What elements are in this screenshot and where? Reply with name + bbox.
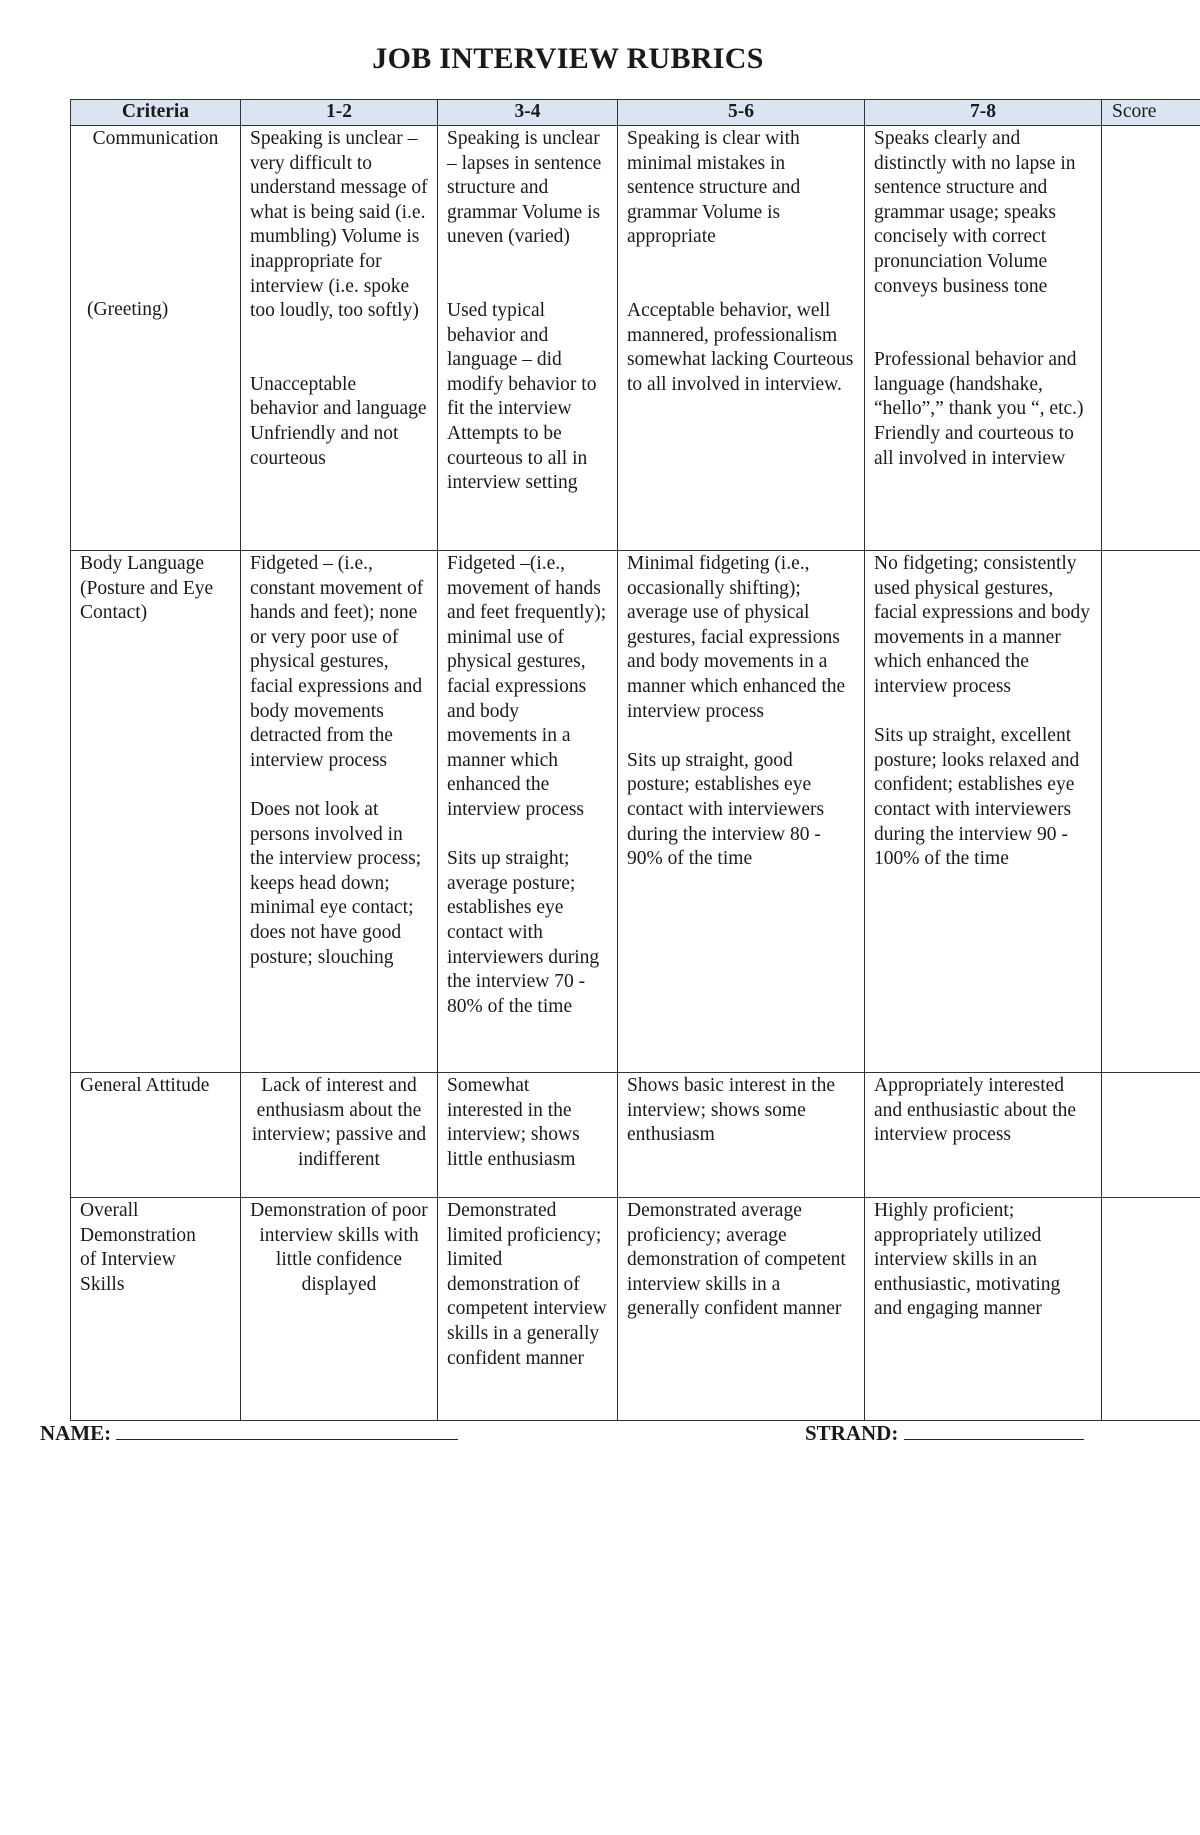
score-input-cell[interactable] <box>1102 1073 1200 1198</box>
score-7-8-cell: No fidgeting; consistently used physical gestures, facial expressions and body movements in a manner which enhanced the interview process Sits up straight, excellent posture; looks relaxed and confident; establishes eye contact with interviewers during the interview 90 - 100% of the time <box>865 551 1102 1073</box>
score-7-8-cell: Appropriately interested and enthusiastic about the interview process <box>865 1073 1102 1198</box>
score-5-6-cell: Demonstrated average proficiency; average demonstration of competent interview skills in a generally confident manner <box>618 1198 865 1421</box>
criteria-sublabel: (Greeting) <box>87 298 169 320</box>
page-title: JOB INTERVIEW RUBRICS <box>372 42 764 75</box>
criteria-cell <box>71 1073 241 1198</box>
score-input-cell[interactable] <box>1102 551 1200 1073</box>
score-input-cell[interactable] <box>1102 126 1200 551</box>
rubric-table <box>70 99 1200 1421</box>
score-7-8-cell: Highly proficient; appropriately utilized interview skills in an enthusiastic, motivating and engaging manner <box>865 1198 1102 1421</box>
score-3-4-cell: Demonstrated limited proficiency; limited demonstration of competent interview skills in a generally confident manner <box>438 1198 618 1421</box>
row-body-language <box>71 551 1200 1073</box>
header-3-4: 3-4 <box>438 100 618 126</box>
criteria-cell <box>71 126 241 551</box>
score-input-cell[interactable] <box>1102 1198 1200 1421</box>
criteria-cell <box>71 1198 241 1421</box>
score-1-2-cell: Fidgeted – (i.e., constant movement of hands and feet); none or very poor use of physical gestures, facial expressions and body movements detracted from the interview process Does not look at persons involved in the interview process; keeps head down; minimal eye contact; does not have good posture; slouching <box>241 551 438 1073</box>
row-communication <box>71 126 1200 551</box>
name-blank-line[interactable] <box>116 1419 458 1440</box>
criteria-label: General Attitude <box>80 1075 210 1096</box>
criteria-label: Overall Demonstration of Interview Skills <box>80 1200 196 1295</box>
header-1-2: 1-2 <box>241 100 438 126</box>
criteria-label: Body Language (Posture and Eye Contact) <box>80 553 214 624</box>
name-label: NAME: <box>40 1421 112 1445</box>
name-field[interactable] <box>40 1419 458 1446</box>
header-7-8: 7-8 <box>865 100 1102 126</box>
score-1-2-cell: Speaking is unclear – very difficult to understand message of what is being said (i.e. mumbling) Volume is inappropriate for interview (i.e. spoke too loudly, too softly) Unacceptable behavior and language Unfriendly and not courteous <box>241 126 438 551</box>
header-5-6: 5-6 <box>618 100 865 126</box>
score-5-6-cell: Minimal fidgeting (i.e., occasionally shifting); average use of physical gestures, facial expressions and body movements in a manner which enhanced the interview process Sits up straight, good posture; establishes eye contact with interviewers during the interview 80 - 90% of the time <box>618 551 865 1073</box>
header-score: Score <box>1102 100 1200 126</box>
header-row <box>71 100 1200 126</box>
score-3-4-cell: Speaking is unclear – lapses in sentence structure and grammar Volume is uneven (varied) Used typical behavior and language – did modify behavior to fit the interview Attempts to be courteous to all in interview setting <box>438 126 618 551</box>
score-3-4-cell: Somewhat interested in the interview; shows little enthusiasm <box>438 1073 618 1198</box>
criteria-label: Communication <box>92 128 219 149</box>
strand-label: STRAND: <box>805 1421 899 1445</box>
score-1-2-cell: Lack of interest and enthusiasm about the interview; passive and indifferent <box>241 1073 438 1198</box>
score-5-6-cell: Shows basic interest in the interview; shows some enthusiasm <box>618 1073 865 1198</box>
score-5-6-cell: Speaking is clear with minimal mistakes in sentence structure and grammar Volume is appropriate Acceptable behavior, well mannered, professionalism somewhat lacking Courteous to all involved in interview. <box>618 126 865 551</box>
strand-blank-line[interactable] <box>904 1419 1084 1440</box>
criteria-cell <box>71 551 241 1073</box>
score-7-8-cell: Speaks clearly and distinctly with no lapse in sentence structure and grammar usage; speaks concisely with correct pronunciation Volume conveys business tone Professional behavior and language (handshake, “hello”,” thank you “, etc.) Friendly and courteous to all involved in interview <box>865 126 1102 551</box>
row-general-attitude <box>71 1073 1200 1198</box>
header-criteria: Criteria <box>71 100 241 126</box>
score-3-4-cell: Fidgeted –(i.e., movement of hands and feet frequently); minimal use of physical gestures, facial expressions and body movements in a manner which enhanced the interview process Sits up straight; average posture; establishes eye contact with interviewers during the interview 70 - 80% of the time <box>438 551 618 1073</box>
row-overall-demonstration <box>71 1198 1200 1421</box>
score-1-2-cell: Demonstration of poor interview skills with little confidence displayed <box>241 1198 438 1421</box>
strand-field[interactable] <box>805 1419 1084 1446</box>
